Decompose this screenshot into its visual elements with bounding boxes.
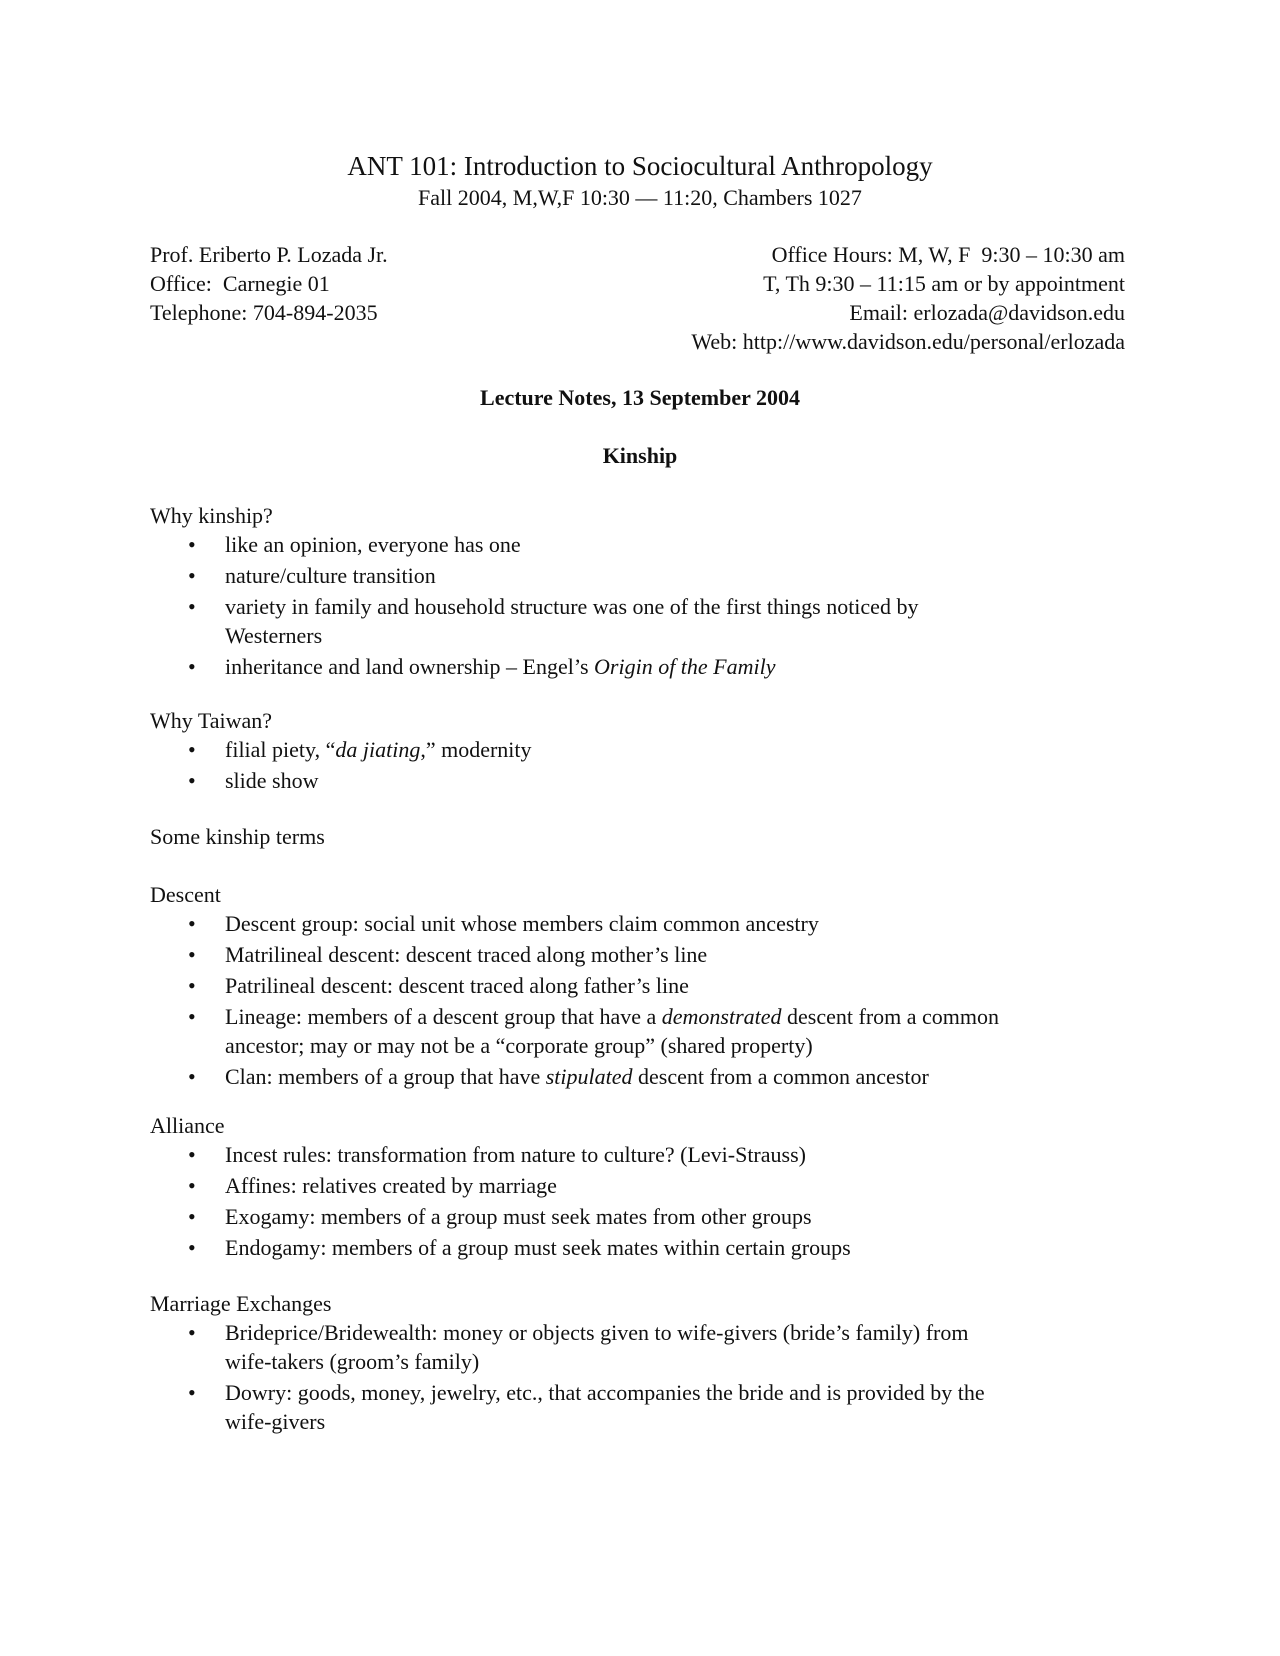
- instructor-info: [150, 240, 388, 327]
- bullet-icon: •: [188, 532, 196, 557]
- bullet-icon: •: [188, 911, 196, 936]
- bullet-list: [150, 909, 1130, 1091]
- section-descent: [150, 880, 1130, 1091]
- section-alliance: [150, 1111, 1130, 1262]
- italic-term: da jiating: [335, 737, 421, 762]
- bullet-icon: •: [188, 973, 196, 998]
- bullet-icon: •: [188, 1204, 196, 1229]
- section-kinship-terms: [150, 822, 1130, 851]
- list-item: • Patrilineal descent: descent traced along father’s line: [188, 973, 689, 998]
- office-hours-mwf: Office Hours: M, W, F 9:30 – 10:30 am: [771, 242, 1125, 267]
- email-address: Email: erlozada@davidson.edu: [849, 300, 1125, 325]
- section-label: Marriage Exchanges: [150, 1291, 332, 1316]
- course-schedule: Fall 2004, M,W,F 10:30 — 11:20, Chambers 1027: [418, 185, 862, 210]
- bullet-icon: •: [188, 654, 196, 679]
- list-item: • like an opinion, everyone has one: [188, 532, 521, 557]
- section-why-kinship: [150, 501, 1130, 681]
- italic-term: stipulated: [545, 1064, 633, 1089]
- instructor-telephone: Telephone: 704-894-2035: [150, 300, 378, 325]
- list-item: • variety in family and household structure was one of the first things noticed by Westerners: [188, 594, 919, 648]
- bullet-icon: •: [188, 1004, 196, 1029]
- list-item: • filial piety, “da jiating,” modernity: [188, 737, 532, 762]
- section-label: Why Taiwan?: [150, 708, 273, 733]
- list-item: • Affines: relatives created by marriage: [188, 1173, 557, 1198]
- section-label: Some kinship terms: [150, 824, 325, 849]
- book-title: Origin of the Family: [594, 654, 776, 679]
- list-item: • Brideprice/Bridewealth: money or objects given to wife-givers (bride’s family) from wife-takers (groom’s family): [188, 1320, 969, 1374]
- list-item: • Clan: members of a group that have stipulated descent from a common ancestor: [188, 1064, 929, 1089]
- bullet-icon: •: [188, 768, 196, 793]
- section-marriage-exchanges: [150, 1289, 1130, 1436]
- bullet-list: [150, 735, 1130, 795]
- bullet-icon: •: [188, 563, 196, 588]
- list-item: • Descent group: social unit whose members claim common ancestry: [188, 911, 819, 936]
- office-hours-info: [691, 240, 1125, 356]
- list-item: • Endogamy: members of a group must seek mates within certain groups: [188, 1235, 851, 1260]
- instructor-name: Prof. Eriberto P. Lozada Jr.: [150, 242, 388, 267]
- list-item: • Exogamy: members of a group must seek mates from other groups: [188, 1204, 812, 1229]
- section-label: Why kinship?: [150, 503, 273, 528]
- bullet-icon: •: [188, 1380, 196, 1405]
- bullet-icon: •: [188, 1235, 196, 1260]
- list-item: • Incest rules: transformation from nature to culture? (Levi-Strauss): [188, 1142, 806, 1167]
- list-item: • Dowry: goods, money, jewelry, etc., that accompanies the bride and is provided by the wife-givers: [188, 1380, 985, 1434]
- bullet-list: [150, 1140, 1130, 1262]
- topic-heading: Kinship: [602, 443, 678, 468]
- list-item: • nature/culture transition: [188, 563, 436, 588]
- bullet-icon: •: [188, 594, 196, 619]
- office-hours-tth: T, Th 9:30 – 11:15 am or by appointment: [763, 271, 1125, 296]
- italic-term: demonstrated: [661, 1004, 782, 1029]
- instructor-office: Office: Carnegie 01: [150, 271, 330, 296]
- bullet-icon: •: [188, 1320, 196, 1345]
- bullet-icon: •: [188, 1142, 196, 1167]
- section-label: Alliance: [150, 1113, 225, 1138]
- bullet-list: [150, 1318, 1130, 1436]
- section-label: Descent: [150, 882, 221, 907]
- bullet-icon: •: [188, 1173, 196, 1198]
- bullet-icon: •: [188, 1064, 196, 1089]
- list-item: • inheritance and land ownership – Engel’s Origin of the Family: [188, 654, 776, 679]
- bullet-icon: •: [188, 942, 196, 967]
- list-item: • Matrilineal descent: descent traced along mother’s line: [188, 942, 708, 967]
- list-item: • Lineage: members of a descent group that have a demonstrated descent from a common ancestor; may or may not be a “corporate group” (shared property): [188, 1004, 1000, 1058]
- section-why-taiwan: [150, 706, 1130, 795]
- bullet-icon: •: [188, 737, 196, 762]
- list-item: • slide show: [188, 768, 319, 793]
- web-address: Web: http://www.davidson.edu/personal/erlozada: [691, 329, 1125, 354]
- course-title: ANT 101: Introduction to Sociocultural Anthropology: [347, 151, 933, 181]
- lecture-notes-heading: Lecture Notes, 13 September 2004: [480, 385, 800, 410]
- bullet-list: [150, 530, 1130, 681]
